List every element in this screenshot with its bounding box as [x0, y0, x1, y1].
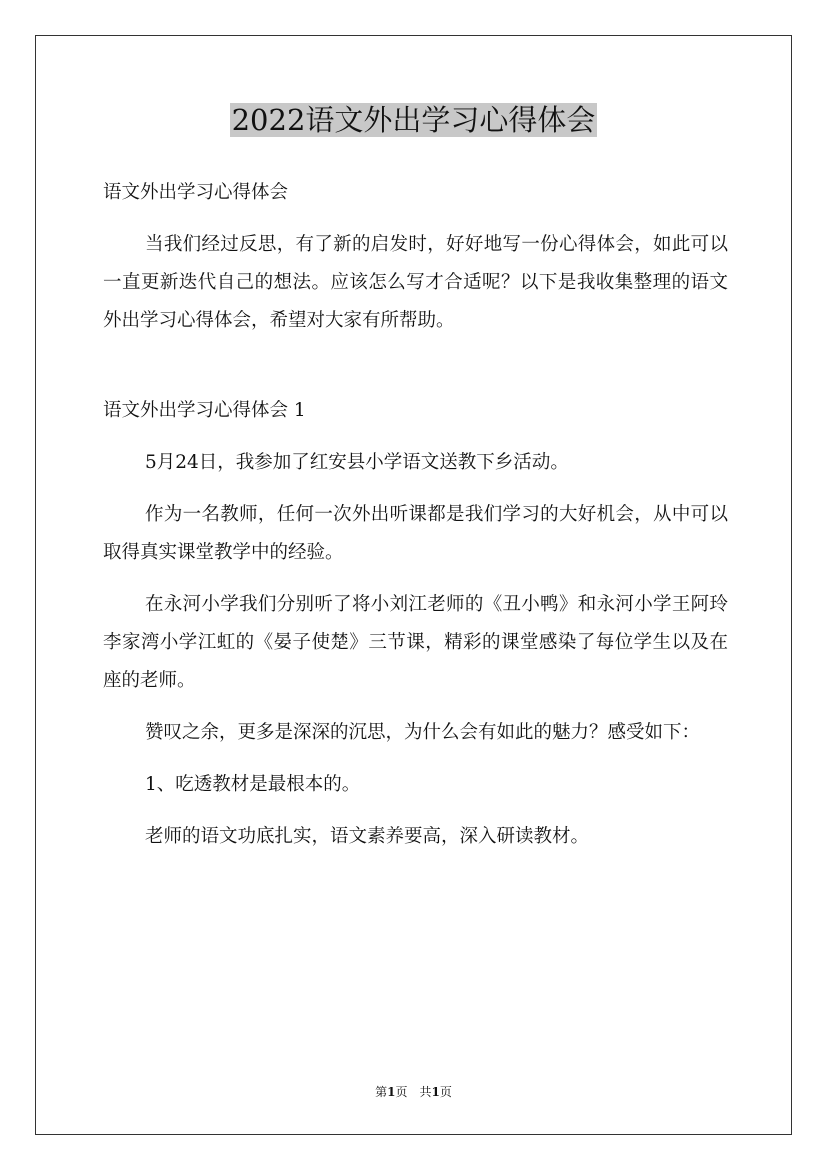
document-title — [0, 100, 827, 140]
body-paragraph-6: 老师的语文功底扎实，语文素养要高，深入研读教材。 — [145, 826, 590, 847]
body-paragraph-5: 1、吃透教材是最根本的。 — [145, 774, 361, 795]
intro-heading: 语文外出学习心得体会 — [103, 182, 289, 203]
page-number-suffix: 页 — [439, 1085, 452, 1099]
page-number-prefix: 第 — [375, 1085, 388, 1099]
body-paragraph-3: 在永河小学我们分别听了将小刘江老师的《丑小鸭》和永河小学王阿玲李家湾小学江虹的《晏子使楚》三节课，精彩的课堂感染了每位学生以及在座的老师。 — [103, 594, 728, 691]
page-number-mid: 页 共 — [395, 1085, 432, 1099]
document-title-text: 2022语文外出学习心得体会 — [231, 103, 596, 137]
intro-paragraph: 当我们经过反思，有了新的启发时，好好地写一份心得体会，如此可以一直更新迭代自己的想法。应该怎么写才合适呢？以下是我收集整理的语文外出学习心得体会，希望对大家有所帮助。 — [103, 234, 728, 331]
page-footer — [0, 1084, 827, 1100]
document-body — [103, 174, 728, 870]
page-number-total: 1 — [431, 1085, 440, 1099]
section-heading: 语文外出学习心得体会 1 — [103, 400, 306, 421]
body-paragraph-2: 作为一名教师，任何一次外出听课都是我们学习的大好机会，从中可以取得真实课堂教学中的经验。 — [103, 504, 728, 563]
page-number-current: 1 — [387, 1085, 396, 1099]
body-paragraph-1: 5月24日，我参加了红安县小学语文送教下乡活动。 — [145, 452, 569, 473]
body-paragraph-4: 赞叹之余，更多是深深的沉思，为什么会有如此的魅力？感受如下： — [145, 722, 701, 743]
